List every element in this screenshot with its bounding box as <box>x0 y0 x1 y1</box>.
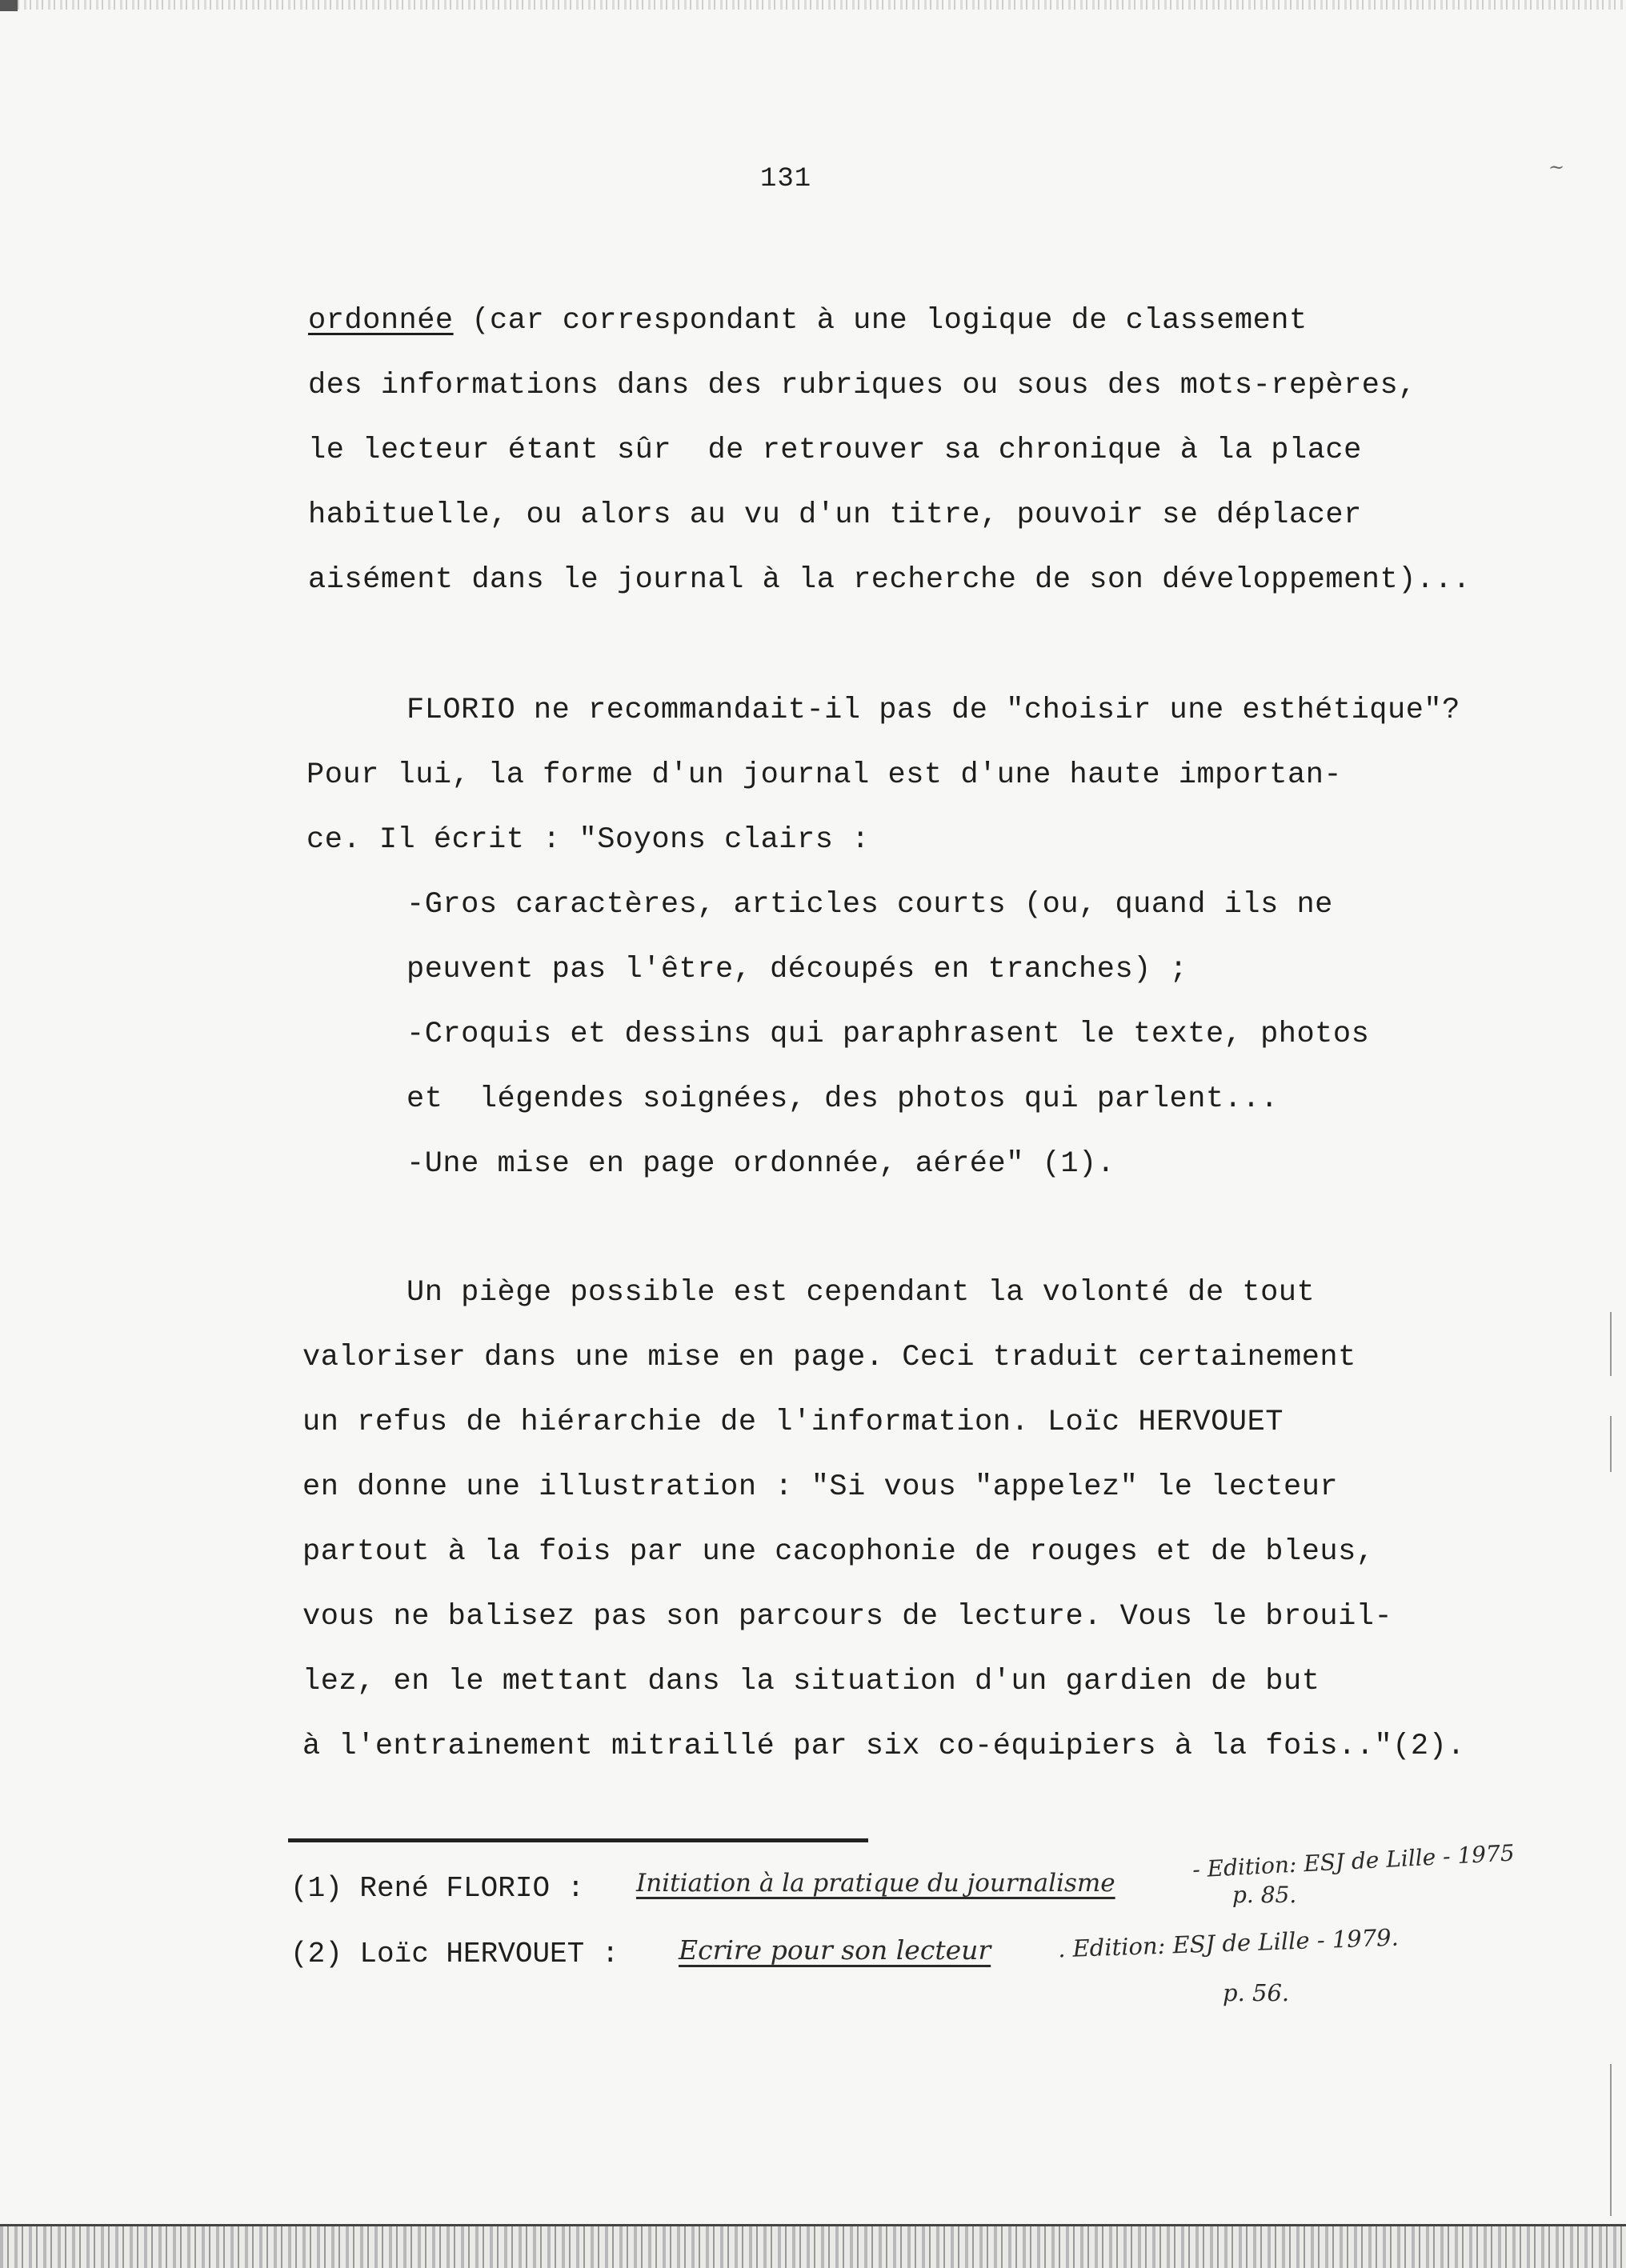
underlined-word: ordonnée <box>308 304 454 338</box>
body-line <box>308 304 1308 338</box>
quote-line: -Croquis et dessins qui paraphrasent le texte, photos <box>406 1018 1370 1051</box>
body-line: le lecteur étant sûr de retrouver sa chronique à la place <box>308 434 1362 467</box>
body-line: à l'entrainement mitraillé par six co-équipiers à la fois.."(2). <box>302 1730 1466 1763</box>
page-number: 131 <box>760 164 812 194</box>
body-line: des informations dans des rubriques ou sous des mots-repères, <box>308 369 1416 402</box>
body-line: partout à la fois par une cacophonie de rouges et de bleus, <box>302 1535 1375 1569</box>
scan-edge-mark <box>1610 2064 1612 2216</box>
corner-scrawl: ~ <box>1548 156 1565 178</box>
scan-top-edge <box>0 0 1626 10</box>
quote-line: peuvent pas l'être, découpés en tranches) ; <box>406 953 1188 986</box>
body-line: en donne une illustration : "Si vous "appelez" le lecteur <box>302 1470 1339 1504</box>
body-line: habituelle, ou alors au vu d'un titre, pouvoir se déplacer <box>308 498 1362 532</box>
handwritten-title: Initiation à la pratique du journalisme <box>636 1869 1115 1898</box>
scan-corner-mark <box>0 0 18 11</box>
handwritten-edition: - Edition: ESJ de Lille - 1975 <box>1191 1839 1516 1883</box>
scan-edge-mark <box>1610 1416 1612 1472</box>
footnote-marker: (2) Loïc HERVOUET : <box>290 1938 637 1970</box>
body-line: un refus de hiérarchie de l'information. Loïc HERVOUET <box>302 1406 1284 1439</box>
line-text: (car correspondant à une logique de classement <box>453 304 1308 338</box>
footnote-2 <box>290 1938 636 1970</box>
footnote-1 <box>290 1872 602 1905</box>
quote-line: -Une mise en page ordonnée, aérée" (1). <box>406 1147 1115 1181</box>
body-line: vous ne balisez pas son parcours de lecture. Vous le brouil- <box>302 1600 1393 1634</box>
body-line: ce. Il écrit : "Soyons clairs : <box>306 823 870 857</box>
body-line: FLORIO ne recommandait-il pas de "choisir une esthétique"? <box>406 694 1460 727</box>
body-line: Pour lui, la forme d'un journal est d'une haute importan- <box>306 758 1343 792</box>
quote-line: et légendes soignées, des photos qui parlent... <box>406 1082 1279 1116</box>
handwritten-edition: . Edition: ESJ de Lille - 1979. <box>1057 1923 1400 1963</box>
body-line: Un piège possible est cependant la volonté de tout <box>406 1276 1316 1310</box>
body-line: aisément dans le journal à la recherche de son développement)... <box>308 563 1472 597</box>
body-line: lez, en le mettant dans la situation d'un gardien de but <box>302 1665 1320 1698</box>
quote-line: -Gros caractères, articles courts (ou, quand ils ne <box>406 888 1333 922</box>
footnote-separator <box>288 1838 868 1842</box>
handwritten-page: p. 85. <box>1232 1882 1297 1908</box>
handwritten-page: p. 56. <box>1223 1979 1290 2006</box>
scan-edge-mark <box>1610 1312 1612 1376</box>
handwritten-title: Ecrire pour son lecteur <box>679 1934 991 1966</box>
footnote-marker: (1) René FLORIO : <box>290 1872 602 1905</box>
scan-bottom-edge <box>0 2224 1626 2268</box>
body-line: valoriser dans une mise en page. Ceci traduit certainement <box>302 1341 1356 1374</box>
